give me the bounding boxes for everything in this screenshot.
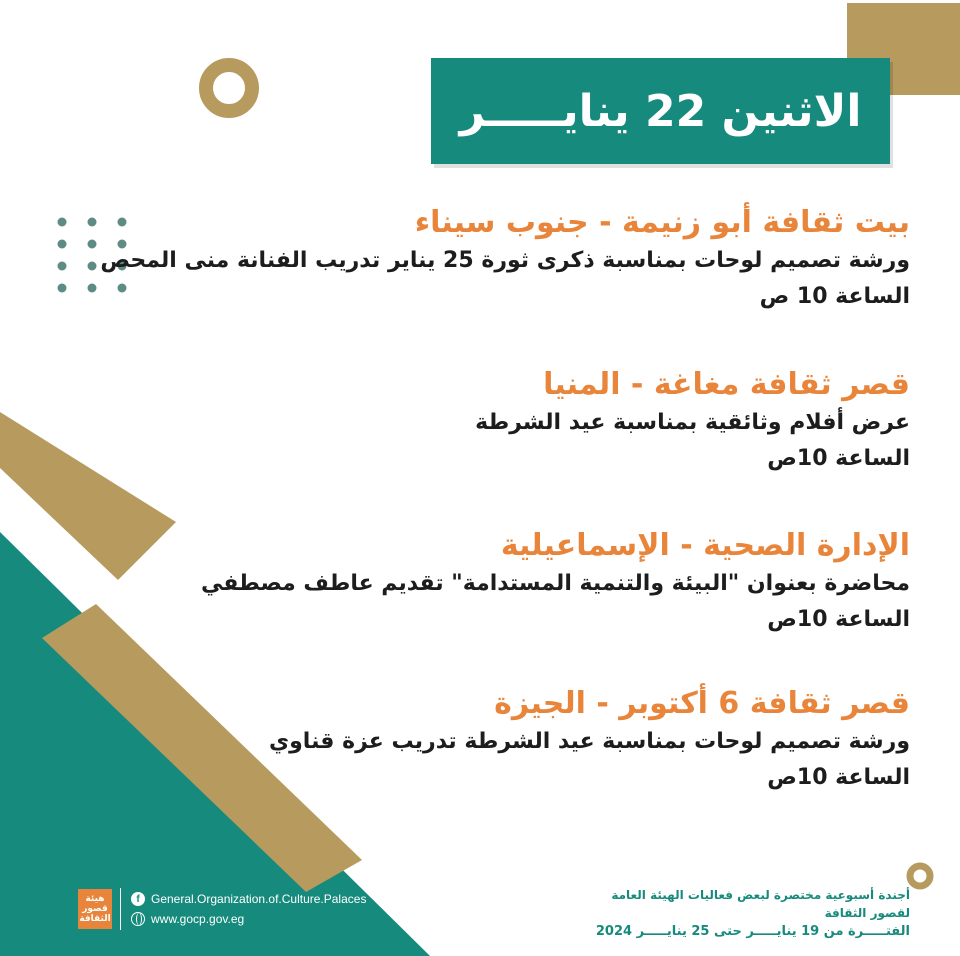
facebook-icon: f [131,892,145,906]
organization-logo [78,889,112,929]
event-venue: بيت ثقافة أبو زنيمة - جنوب سيناء [414,205,910,240]
event-time: الساعة 10ص [767,607,910,632]
event-time: الساعة 10 ص [759,284,910,309]
website-url: www.gocp.gov.eg [151,912,245,926]
event-venue: قصر ثقافة 6 أكتوبر - الجيزة [494,686,910,721]
small-gold-ring-decoration [910,866,930,886]
event-3 [90,526,910,638]
footer-contact [78,888,366,930]
period-line: الفتـــــرة من 19 ينايـــــر حتى 25 ينايـــــر 2024 [595,924,910,939]
event-2 [90,365,910,477]
event-description: ورشة تصميم لوحات بمناسبة ذكرى ثورة 25 يناير تدريب الفنانة منى المحص [100,248,910,273]
date-title: الاثنين 22 ينايـــــر [459,85,862,137]
event-4 [90,684,910,796]
agenda-line: أجندة أسبوعية مختصرة لبعض فعاليات الهيئة العامة لقصور الثقافة [611,888,910,920]
facebook-handle: General.Organization.of.Culture.Palaces [151,892,367,906]
event-description: عرض أفلام وثائقية بمناسبة عيد الشرطة [475,410,910,435]
facebook-link[interactable] [131,889,366,909]
event-time: الساعة 10ص [767,446,910,471]
event-venue: قصر ثقافة مغاغة - المنيا [543,367,910,402]
event-time: الساعة 10ص [767,765,910,790]
globe-icon [131,912,145,926]
footer-agenda [570,886,910,942]
event-1 [90,203,910,315]
website-link[interactable] [131,909,366,929]
event-venue: الإدارة الصحية - الإسماعيلية [500,528,910,563]
date-title-box [431,58,890,164]
event-description: محاضرة بعنوان "البيئة والتنمية المستدامة" تقديم عاطف مصطفي [200,571,910,596]
footer-divider [120,888,121,930]
social-links [131,889,366,929]
event-description: ورشة تصميم لوحات بمناسبة عيد الشرطة تدريب عزة قناوي [268,729,910,754]
logo-text: هيئة قصور الثقافة [79,894,111,924]
gold-ring-decoration [206,65,252,111]
